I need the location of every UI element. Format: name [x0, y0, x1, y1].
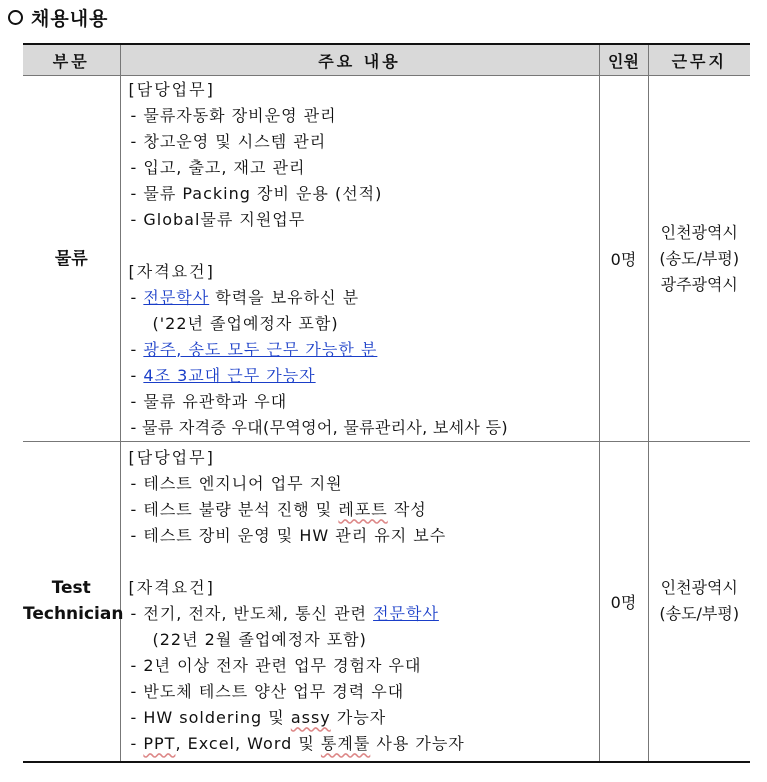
location-cell [648, 76, 750, 442]
header-main-content: 주요 내용 [120, 44, 599, 76]
shift-requirement-link[interactable]: 4조 3교대 근무 가능자 [143, 365, 316, 385]
text: - [130, 734, 144, 754]
header-headcount: 인원 [599, 44, 648, 76]
header-location: 근무지 [648, 44, 750, 76]
requirement-item [121, 705, 599, 731]
location-line: (송도/부평) [659, 248, 740, 268]
text: - 전기, 전자, 반도체, 통신 관련 [130, 604, 374, 624]
location-requirement-link[interactable]: 광주, 송도 모두 근무 가능한 분 [143, 339, 378, 359]
section-title-text: 채용내용 [31, 7, 109, 30]
main-content-cell [120, 442, 599, 762]
text: assy [290, 708, 331, 728]
duty-item: - 입고, 출고, 재고 관리 [130, 157, 306, 177]
duty-item: - 테스트 엔지니어 업무 지원 [130, 474, 343, 494]
text: 통계툴 [320, 734, 371, 754]
requirements-heading: [자격요건] [128, 261, 215, 281]
table-row [23, 442, 750, 762]
text: 작성 [387, 500, 427, 520]
text: 가능자 [330, 708, 387, 728]
requirement-item [121, 337, 599, 363]
text: PPT [143, 734, 176, 754]
text: - 테스트 불량 분석 진행 및 [130, 500, 339, 520]
department-cell: 물류 [23, 76, 120, 442]
department-line: Test [51, 578, 91, 599]
requirement-item: - 반도체 테스트 양산 업무 경력 우대 [130, 682, 405, 702]
requirement-item: - 물류 유관학과 우대 [130, 391, 288, 411]
headcount-cell: 0명 [599, 76, 648, 442]
section-title [6, 2, 108, 32]
location-line: (송도/부평) [659, 604, 740, 624]
duty-item: - 물류 Packing 장비 운용 (선적) [130, 183, 383, 203]
circle-bullet-icon [8, 10, 23, 25]
spacer [121, 549, 599, 575]
text: - [130, 339, 144, 359]
main-content-cell [120, 76, 599, 442]
requirement-item [121, 731, 599, 757]
requirement-item: - 물류 자격증 우대(무역영어, 물류관리사, 보세사 등) [130, 417, 508, 437]
text: , Excel, Word 및 [175, 734, 321, 754]
requirement-item [121, 363, 599, 389]
degree-link[interactable]: 전문학사 [143, 287, 210, 307]
department-cell [23, 442, 124, 762]
duties-heading: [담당업무] [128, 79, 215, 99]
location-line: 인천광역시 [660, 578, 738, 598]
location-cell [648, 442, 750, 762]
text: 사용 가능자 [370, 734, 465, 754]
location-line: 인천광역시 [660, 222, 738, 242]
requirement-item [121, 601, 599, 627]
location-line: 광주광역시 [660, 274, 738, 294]
degree-link[interactable]: 전문학사 [373, 604, 439, 624]
duties-heading: [담당업무] [128, 448, 215, 468]
requirement-item: - 2년 이상 전자 관련 업무 경험자 우대 [130, 656, 422, 676]
requirement-note: (22년 2월 졸업예정자 포함) [152, 630, 367, 650]
table-header-row [23, 44, 750, 76]
text: - [130, 365, 144, 385]
department-line: Technician [23, 604, 124, 625]
table-row [23, 76, 750, 442]
duty-item: - 물류자동화 장비운영 관리 [130, 105, 337, 125]
headcount-cell: 0명 [599, 442, 648, 762]
spacer [121, 233, 599, 259]
text: - [130, 287, 144, 307]
header-department: 부문 [23, 44, 120, 76]
duty-item: - Global물류 지원업무 [130, 209, 306, 229]
requirement-note: ('22년 졸업예정자 포함) [152, 313, 339, 333]
duty-item: - 창고운영 및 시스템 관리 [130, 131, 327, 151]
requirements-heading: [자격요건] [128, 578, 215, 598]
text: - HW soldering 및 [130, 708, 291, 728]
recruitment-table [23, 43, 750, 763]
requirement-item [121, 285, 599, 311]
duty-item: - 테스트 장비 운영 및 HW 관리 유지 보수 [130, 526, 447, 546]
text: 레포트 [338, 500, 388, 520]
text: 학력을 보유하신 분 [209, 287, 360, 307]
duty-item [121, 497, 599, 523]
